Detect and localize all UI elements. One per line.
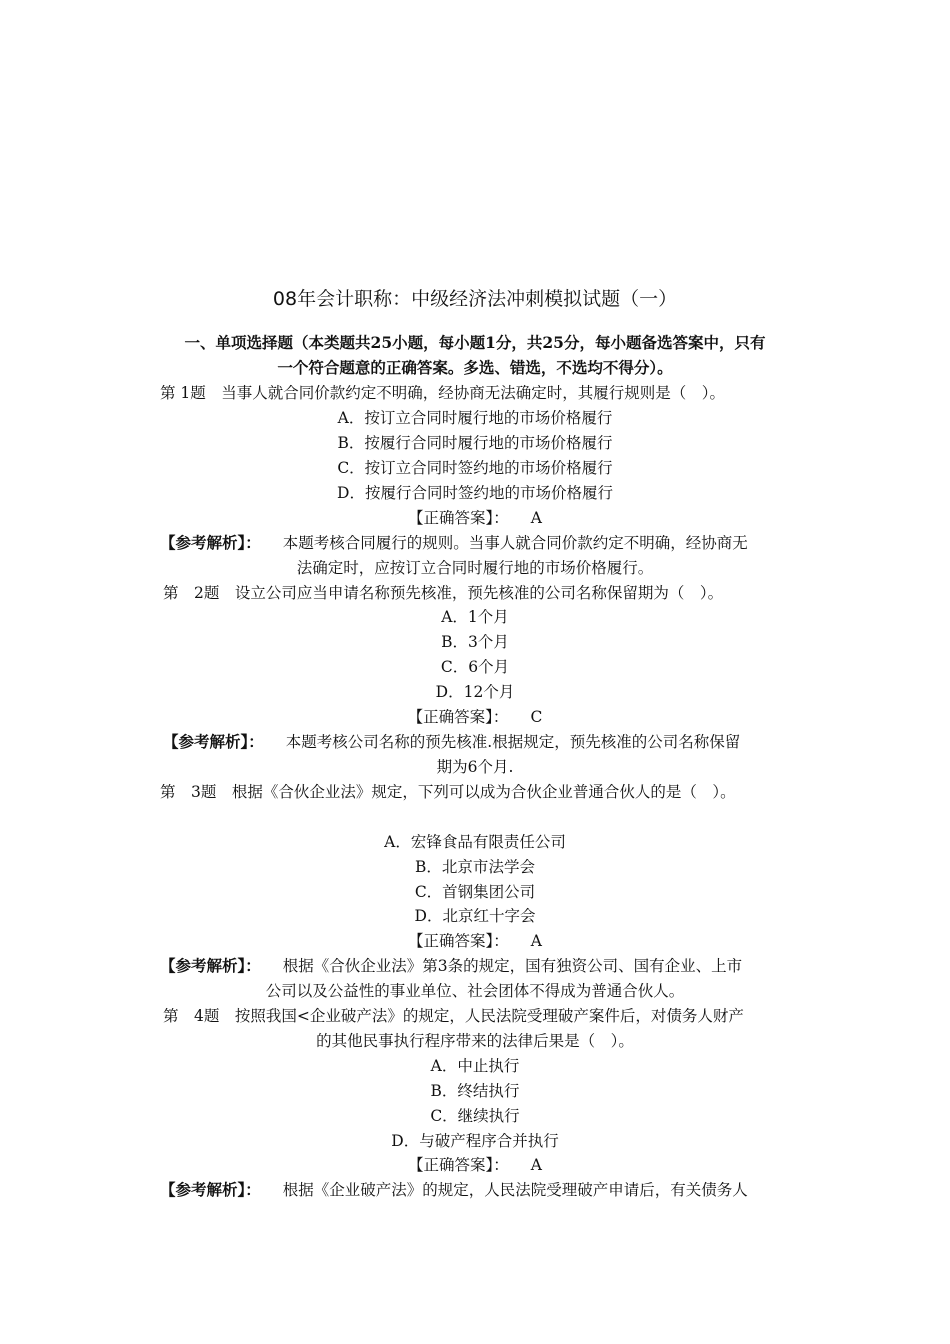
question-3-analysis-line-2: 公司以及公益性的事业单位、社会团体不得成为普通合伙人。 (265, 982, 685, 1000)
answer-label: 【正确答案】： (408, 932, 509, 950)
question-3-option-a: A．宏锋食品有限责任公司 (384, 833, 566, 851)
question-3-option-b: B．北京市法学会 (415, 858, 535, 876)
question-2-analysis-line-2: 期为6个月. (436, 758, 514, 776)
answer-value: C (530, 708, 543, 726)
answer-label: 【正确答案】： (408, 509, 509, 527)
question-1-option-c: C．按订立合同时签约地的市场价格履行 (337, 459, 613, 477)
question-4-option-b: B．终结执行 (430, 1082, 520, 1100)
question-1-answer (150, 508, 800, 528)
analysis-label: 【参考解析】： (163, 732, 264, 751)
question-1-stem: 第 1题 当事人就合同价款约定不明确，经协商无法确定时，其履行规则是（ ）。 (160, 384, 726, 402)
question-1-analysis-line-2: 法确定时，应按订立合同时履行地的市场价格履行。 (296, 559, 654, 577)
question-3-option-d: D．北京红十字会 (414, 907, 536, 925)
answer-value: A (530, 509, 542, 527)
question-2-option-b: B．3个月 (441, 633, 509, 651)
question-2-answer (150, 707, 800, 727)
section-heading-line-2: 一个符合题意的正确答案。多选、错选，不选均不得分）。 (277, 358, 673, 377)
analysis-text: 本题考核合同履行的规则。当事人就合同价款约定不明确，经协商无 (282, 534, 748, 552)
analysis-label: 【参考解析】： (160, 1180, 261, 1199)
analysis-text: 本题考核公司名称的预先核准.根据规定，预先核准的公司名称保留 (285, 733, 741, 751)
question-1-option-a: A．按订立合同时履行地的市场价格履行 (337, 409, 613, 427)
question-2-option-d: D．12个月 (435, 683, 515, 701)
question-3-stem: 第 3题 根据《合伙企业法》规定，下列可以成为合伙企业普通合伙人的是（ ）。 (160, 783, 736, 801)
question-2-stem: 第 2题 设立公司应当申请名称预先核准，预先核准的公司名称保留期为（ ）。 (163, 584, 724, 602)
analysis-text: 根据《合伙企业法》第3条的规定，国有独资公司、国有企业、上市 (282, 957, 743, 975)
question-4-stem-line-1: 第 4题 按照我国<企业破产法》的规定，人民法院受理破产案件后，对债务人财产 (163, 1007, 744, 1025)
question-4-analysis-line-1 (160, 1180, 810, 1200)
answer-label: 【正确答案】： (407, 708, 509, 726)
question-4-stem-line-2: 的其他民事执行程序带来的法律后果是（ ）。 (316, 1032, 634, 1050)
question-4-option-d: D．与破产程序合并执行 (391, 1132, 559, 1150)
analysis-label: 【参考解析】： (160, 533, 261, 552)
question-2-option-c: C．6个月 (440, 658, 510, 676)
question-1-option-d: D．按履行合同时签约地的市场价格履行 (337, 484, 613, 502)
question-1-analysis-line-1 (160, 533, 810, 553)
question-3-analysis-line-1 (160, 956, 810, 976)
question-4-option-a: A．中止执行 (430, 1057, 520, 1075)
answer-value: A (530, 1156, 542, 1174)
answer-value: A (530, 932, 542, 950)
question-2-option-a: A．1个月 (441, 608, 509, 626)
document-title: 08年会计职称：中级经济法冲刺模拟试题（一） (272, 288, 678, 310)
question-3-option-c: C．首钢集团公司 (414, 883, 536, 901)
analysis-text: 根据《企业破产法》的规定，人民法院受理破产申请后，有关债务人 (282, 1181, 748, 1199)
question-4-option-c: C．继续执行 (430, 1107, 520, 1125)
section-heading-line-1: 一、单项选择题（本类题共25小题，每小题1分，共25分，每小题备选答案中，只有 (184, 333, 766, 352)
analysis-label: 【参考解析】： (160, 956, 261, 975)
question-3-answer (150, 931, 800, 951)
question-2-analysis-line-1 (163, 732, 813, 752)
question-1-option-b: B．按履行合同时履行地的市场价格履行 (337, 434, 613, 452)
question-4-answer (150, 1155, 800, 1175)
answer-label: 【正确答案】： (408, 1156, 509, 1174)
